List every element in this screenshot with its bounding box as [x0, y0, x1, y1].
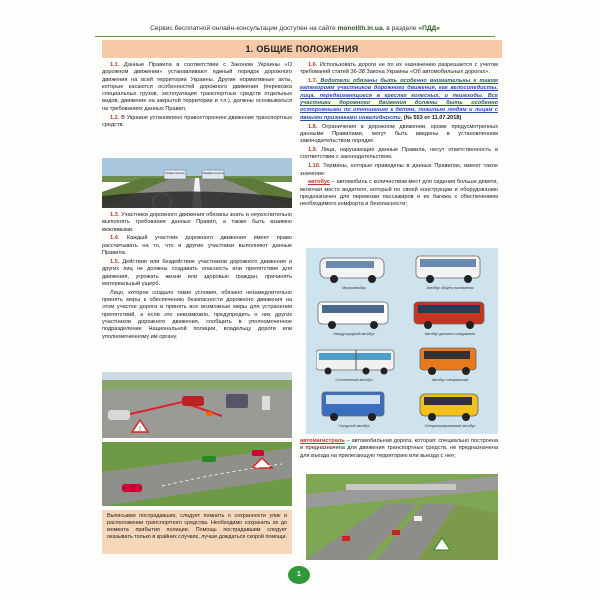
road-photo — [102, 158, 292, 208]
roadside-accident-photo — [102, 442, 292, 506]
bus-specialized: Специализированный автобус — [404, 388, 496, 432]
paragraph-1-6: 1.6. Использовать дороги не по их назначению разрешается с учетом требований статей 36-38 Закона Украины «Об автомобильных дорогах». — [300, 62, 498, 76]
paragraph-1-4: 1.4. Каждый участник дорожного движения имеет право рассчитывать на то, что и другие участники выполняют данные Правила. — [102, 235, 292, 257]
section-title: 1. ОБЩИЕ ПОЛОЖЕНИЯ — [102, 40, 502, 58]
paragraph-1-1: 1.1. Данные Правила в соответствии с Законом Украины «О дорожном движении» устанавливают единый порядок дорожного движения на всей территории Украины. Другие нормативные акты, которые касаются особенностей дорожного движения (перевозка специальных грузов, эксплуатация транспортных средств отдельных видов, движение на закрытой территории и т.п.), должны основываться на требованиях данных Правил. — [102, 62, 292, 112]
page-number: 1 — [288, 566, 310, 584]
bus-special: Автобус специальный — [404, 342, 496, 386]
paragraph-1-7: 1.7. Водители обязаны быть особенно внимательны к таким категориям участников дорожного движения, как велосипедисты, лица, передвигающиеся в креслах колесных, и пешеходы. Все участники дорожного движения должны быть особенно осторожными по отношению к детям, пожилым людям и лицам с явными признаками инвалидности. (№ 553 от 11.07.2018) — [300, 78, 498, 121]
paragraph-1-9: 1.9. Лица, нарушающие данные Правила, несут ответственность в соответствии с законодательством. — [300, 147, 498, 161]
left-column-top — [102, 62, 292, 131]
paragraph-1-8: 1.8. Ограничения в дорожном движении, кроме предусмотренных данными Правилами, могут быть введены в установленном законодательством порядке. — [300, 123, 498, 145]
svg-text:!: ! — [139, 427, 141, 433]
road-sign-left: Левая полоса — [165, 171, 185, 175]
accident-scene-photo — [102, 372, 292, 438]
bus-long-distance: Автобус дальнего следования — [404, 296, 496, 340]
bus-minibus: Микроавтобус — [308, 250, 400, 294]
motorway-photo — [306, 474, 498, 560]
paragraph-1-5-cont: Лицо, которое создало такие условия, обязано незамедлительно принять меры к обеспечению безопасности дорожного движения на этом участке дороги и принять все возможные меры для устранения препятствий, а если это невозможно, предупредить о них других участников дорожного движения, сообщить в уполномоченное подразделение Национальной полиции, владельцу дороги или уполномоченному им органу. — [102, 289, 292, 340]
paragraph-1-10: 1.10. Термины, которые приведены в данных Правилах, имеют такое значение: — [300, 163, 498, 177]
paragraph-1-3: 1.3. Участники дорожного движения обязаны знать и неукоснительно выполнять требования данных Правил, а также быть взаимно вежливыми. — [102, 212, 292, 233]
page-header — [95, 22, 495, 37]
right-column — [300, 62, 498, 210]
bus-intercity: Междугородный автобус — [308, 296, 400, 340]
road-sign-right: Правая полоса — [202, 171, 224, 175]
term-motorway: автомагистраль – автомобильная дорога, которая: специально построена и предназначена для движения транспортных средств, не предназначена для въезда на прилегающую территорию или выезда с нее; — [300, 438, 498, 459]
bus-articulated: Сочлененный автобус — [308, 342, 400, 386]
paragraph-1-2: 1.2. В Украине установлено правостороннее движение транспортных средств. — [102, 114, 292, 128]
left-column-middle — [102, 212, 292, 342]
bus-types-panel — [306, 248, 498, 434]
paragraph-1-5: 1.5. Действия или бездействие участников дорожного движения и других лиц не должны создавать опасность или препятствие для движения, угрожать жизни или здоровью граждан, причинять материальный ущерб. — [102, 258, 292, 287]
caption-note: Выписывая пострадавших, следует помнить о сохранности улик и расположении транспортного средства. Необходимо сохранить их до момента прибытия полиции. Помощь пострадавшим следует оказывать только в крайних случаях, лучше дождаться скорой помощи. — [102, 510, 292, 554]
bus-city: Городской автобус — [308, 388, 400, 432]
bus-general: Автобус общего назначения — [404, 250, 496, 294]
header-section: «ПДД» — [418, 25, 440, 32]
header-mid: , в разделе — [382, 25, 419, 32]
term-bus: автобус – автомобиль с количеством мест для сидения больше девяти, включая место водителя, который по своей конструкции и оборудованию предназначен для перевозки пассажиров и их багажа с обеспечением необходимого комфорта и безопасности; — [300, 179, 498, 208]
header-prefix: Сервис бесплатной онлайн-консультации доступен на сайте — [150, 25, 338, 32]
header-site-link[interactable]: monolith.in.ua — [337, 25, 383, 32]
